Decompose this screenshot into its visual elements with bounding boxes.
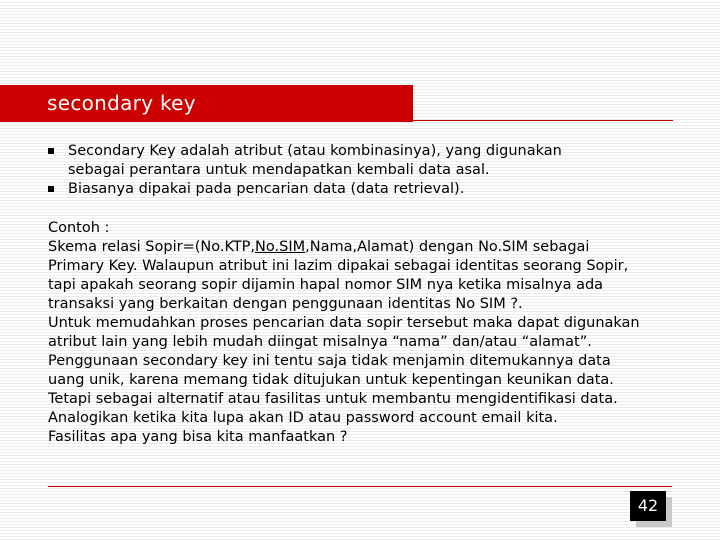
body-line: [48, 238, 710, 257]
bullet-item: [48, 180, 688, 199]
bullet-text-line: Biasanya dipakai pada pencarian data (data retrieval).: [68, 181, 465, 197]
body-line: Fasilitas apa yang bisa kita manfaatkan ?: [48, 429, 348, 445]
slide-title: secondary key: [47, 91, 196, 115]
body-line: uang unik, karena memang tidak ditujukan untuk kepentingan keunikan data.: [48, 372, 614, 388]
body-text-segment: Skema relasi Sopir=(No.KTP,: [48, 239, 256, 255]
body-line: Analogikan ketika kita lupa akan ID atau password account email kita.: [48, 410, 558, 426]
title-rule: [413, 120, 673, 121]
body-line: atribut lain yang lebih mudah diingat misalnya “nama” dan/atau “alamat”.: [48, 334, 592, 350]
example-paragraph: [48, 219, 710, 447]
underlined-key: No.SIM: [255, 239, 306, 255]
example-heading: Contoh :: [48, 220, 110, 236]
body-line: Penggunaan secondary key ini tentu saja tidak menjamin ditemukannya data: [48, 353, 611, 369]
page-number: 42: [630, 491, 666, 521]
square-bullet-icon: [48, 148, 54, 154]
square-bullet-icon: [48, 186, 54, 192]
footer-rule: [48, 486, 672, 487]
body-line: Primary Key. Walaupun atribut ini lazim dipakai sebagai identitas seorang Sopir,: [48, 258, 629, 274]
bullet-list: [48, 142, 688, 199]
title-bar: [0, 85, 413, 121]
body-line: Tetapi sebagai alternatif atau fasilitas untuk membantu mengidentifikasi data.: [48, 391, 618, 407]
title-underline: [0, 121, 413, 122]
bullet-text-line: sebagai perantara untuk mendapatkan kembali data asal.: [68, 162, 490, 178]
body-line: Untuk memudahkan proses pencarian data sopir tersebut maka dapat digunakan: [48, 315, 640, 331]
body-line: tapi apakah seorang sopir dijamin hapal nomor SIM nya ketika misalnya ada: [48, 277, 604, 293]
bullet-item: [48, 142, 688, 180]
body-line: transaksi yang berkaitan dengan penggunaan identitas No SIM ?.: [48, 296, 523, 312]
bullet-text-line: Secondary Key adalah atribut (atau kombinasinya), yang digunakan: [68, 143, 562, 159]
body-text-segment: ,Nama,Alamat) dengan No.SIM sebagai: [305, 239, 590, 255]
